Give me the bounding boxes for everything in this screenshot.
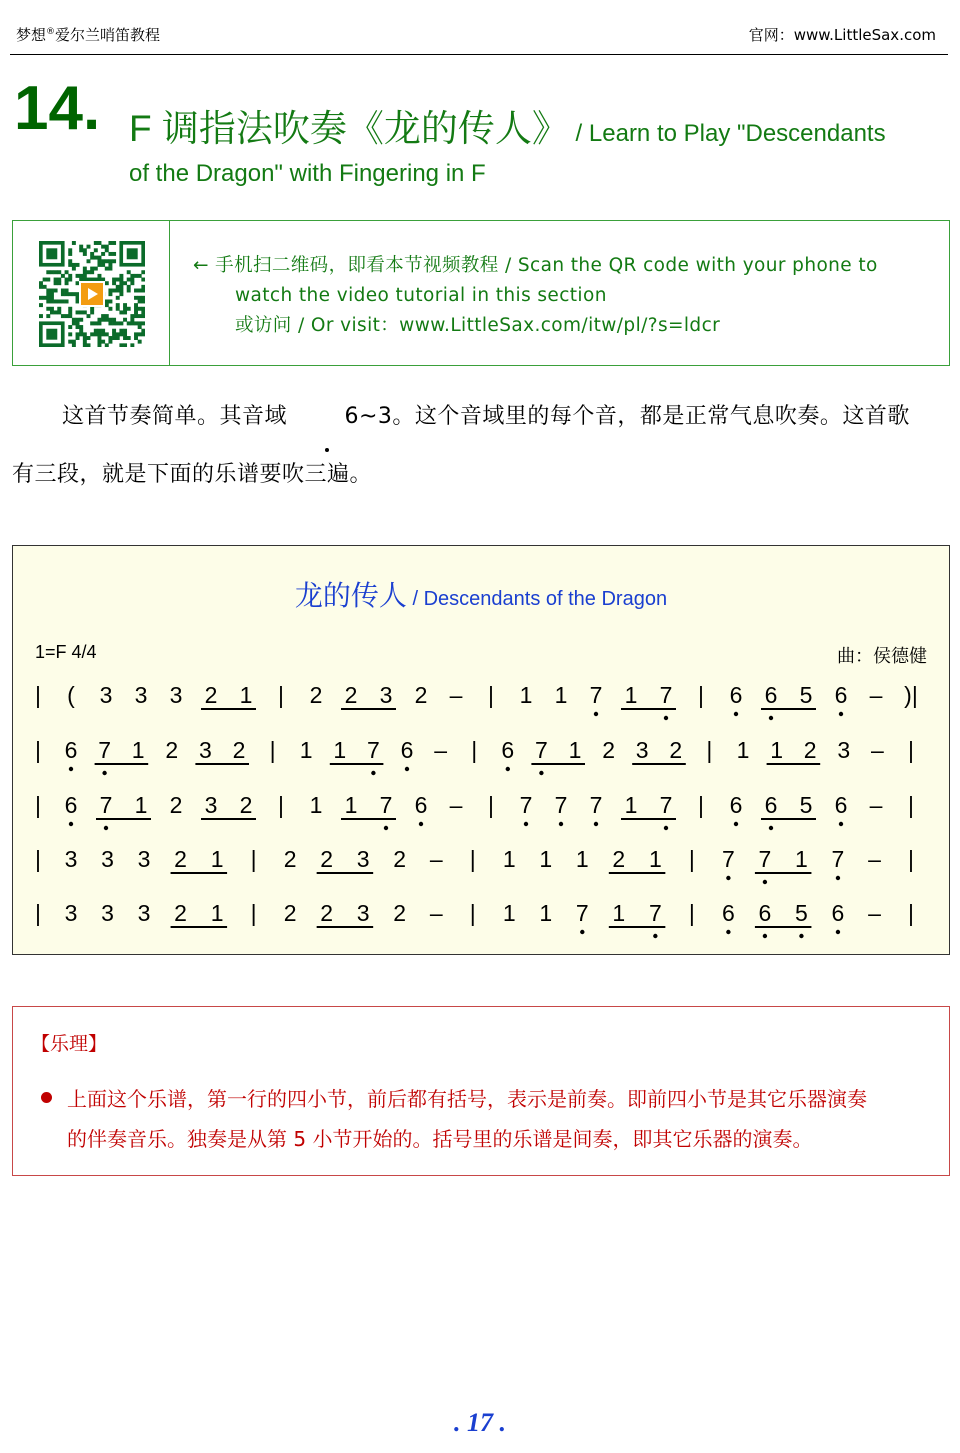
note: 1 (624, 792, 638, 818)
low-octave-dot (594, 822, 598, 826)
note: 7 (535, 737, 548, 763)
barline: | (908, 846, 914, 872)
note: 7 (648, 900, 662, 926)
note: 3 (137, 900, 151, 926)
score-title-zh: 龙的传人 (294, 579, 407, 612)
low-octave-dot (734, 712, 738, 716)
note: 7 (589, 682, 603, 708)
low-octave-dot (836, 930, 840, 934)
note: 6 (729, 682, 743, 708)
dash: – (429, 900, 443, 926)
low-octave-dot (653, 934, 657, 938)
note: 6 (758, 900, 772, 926)
qr-line-3[interactable]: 或访问 / Or visit：www.LittleSax.com/itw/pl/?s=ldcr (235, 315, 721, 336)
intro-line-2: 有三段，就是下面的乐谱要吹三遍。 (12, 462, 373, 487)
note: 2 (669, 737, 683, 763)
note: 3 (64, 900, 78, 926)
note: 1 (568, 737, 582, 763)
barline: | (908, 792, 914, 818)
note: 7 (589, 792, 603, 818)
note: 7 (379, 792, 393, 818)
note: 2 (174, 900, 187, 926)
note: 1 (239, 682, 253, 708)
note: 2 (612, 846, 626, 872)
barline: | (35, 846, 41, 872)
barline: | (698, 682, 704, 708)
note: 2 (204, 682, 218, 708)
low-octave-dot (836, 876, 840, 880)
low-octave-dot (664, 716, 668, 720)
note: 6 (834, 792, 848, 818)
note: 1 (309, 792, 323, 818)
low-octave-dot (405, 767, 409, 771)
note: 1 (299, 737, 313, 763)
barline: | (469, 900, 476, 926)
low-octave-dot (726, 876, 730, 880)
note: 1 (539, 846, 553, 872)
note: 2 (309, 682, 323, 708)
barline: | (688, 900, 695, 926)
note: 7 (519, 792, 533, 818)
score-panel (12, 545, 950, 955)
dash: – (868, 900, 881, 926)
book-title-prefix: 梦想 (16, 26, 47, 44)
note: 6 (729, 792, 743, 818)
barline: | (35, 792, 41, 818)
note: 6 (721, 900, 735, 926)
note: 2 (320, 846, 334, 872)
note: 3 (64, 846, 78, 872)
note: 1 (333, 737, 347, 763)
barline: | (35, 682, 41, 708)
note: 1 (210, 900, 224, 926)
note: 7 (367, 737, 380, 763)
notation (13, 546, 949, 954)
dash: – (868, 846, 881, 872)
lesson-title-en-cont: of the Dragon" with Fingering in F (129, 160, 486, 187)
lesson-number: 14. (14, 74, 101, 143)
barline: | (35, 900, 41, 926)
website-link[interactable]: 官网：www.LittleSax.com (748, 26, 936, 44)
note: 3 (101, 846, 114, 872)
note: 6 (831, 900, 845, 926)
lesson-title-zh: F 调指法吹奏《龙的传人》 (129, 108, 569, 149)
note: 2 (393, 846, 407, 872)
note: 3 (101, 900, 114, 926)
barline: | (908, 737, 914, 763)
note: 1 (612, 900, 626, 926)
note: 7 (831, 846, 845, 872)
note: 2 (320, 900, 334, 926)
low-octave-dot (580, 930, 584, 934)
qr-line-1: ← 手机扫二维码，即看本节视频教程 / Scan the QR code with your phone to (193, 255, 878, 276)
low-octave-dot (524, 822, 528, 826)
low-octave-dot (726, 930, 730, 934)
note: 3 (379, 682, 393, 708)
note: 1 (131, 737, 145, 763)
qr-panel (12, 220, 950, 366)
bullet-icon (41, 1092, 52, 1103)
note: 2 (165, 737, 179, 763)
barline: | (471, 737, 478, 763)
intro-line-1 (12, 388, 942, 446)
note: 1 (770, 737, 783, 763)
qr-line-2: watch the video tutorial in this section (235, 285, 607, 306)
page-number: . 17 . (454, 1408, 506, 1437)
book-title (16, 24, 160, 45)
note: 1 (344, 792, 358, 818)
note: 6 (400, 737, 414, 763)
low-octave-dot (559, 822, 563, 826)
note: )| (904, 682, 918, 708)
note: 1 (648, 846, 662, 872)
note: 7 (721, 846, 735, 872)
low-octave-dot (769, 716, 773, 720)
note: 5 (795, 900, 808, 926)
note: 2 (414, 682, 428, 708)
note: 6 (764, 682, 778, 708)
note: 6 (64, 737, 78, 763)
note: 2 (803, 737, 817, 763)
note: 5 (799, 682, 813, 708)
note: 2 (393, 900, 407, 926)
low-octave-dot (69, 822, 73, 826)
note: 6 (501, 737, 515, 763)
note: 3 (199, 737, 212, 763)
theory-line-2: 的伴奏音乐。独奏是从第 5 小节开始的。括号里的乐谱是间奏，即其它乐器的演奏。 (67, 1127, 813, 1151)
note: 1 (539, 900, 553, 926)
note: 1 (134, 792, 148, 818)
qr-cell (13, 221, 170, 365)
low-octave-dot (839, 822, 843, 826)
registered-mark: ® (46, 27, 56, 37)
theory-heading: 【乐理】 (31, 1033, 108, 1055)
note: 7 (659, 682, 673, 708)
note: 2 (232, 737, 246, 763)
low-octave-dot (506, 767, 510, 771)
low-octave-dot (371, 771, 375, 775)
note: 1 (624, 682, 638, 708)
barline: | (698, 792, 704, 818)
note: 2 (239, 792, 253, 818)
note: 3 (356, 846, 370, 872)
low-octave-dot (594, 712, 598, 716)
note: 6 (64, 792, 78, 818)
low-octave-dot (69, 767, 73, 771)
note: 2 (174, 846, 187, 872)
barline: | (35, 737, 41, 763)
composer: 曲：侯德健 (837, 646, 927, 667)
note: 1 (210, 846, 224, 872)
note: 5 (799, 792, 813, 818)
note: 3 (169, 682, 183, 708)
barline: | (908, 900, 914, 926)
note: 1 (575, 846, 589, 872)
barline: | (688, 846, 695, 872)
note: 7 (758, 846, 772, 872)
note: 7 (659, 792, 673, 818)
low-octave-dot (104, 826, 108, 830)
theory-line-1: 上面这个乐谱，第一行的四小节，前后都有括号，表示是前奏。即前四小节是其它乐器演奏 (67, 1087, 867, 1111)
barline: | (269, 737, 276, 763)
barline: | (278, 682, 284, 708)
score-title-en: / Descendants of the Dragon (406, 588, 668, 610)
note: 1 (502, 846, 516, 872)
low-octave-dot (763, 880, 767, 884)
note: 2 (283, 846, 297, 872)
note: 2 (169, 792, 183, 818)
qr-instructions (193, 251, 943, 341)
key-signature: 1=F 4/4 (35, 642, 97, 662)
note: 2 (283, 900, 297, 926)
book-title-suffix: 爱尔兰哨笛教程 (55, 26, 161, 44)
low-octave-dot (664, 826, 668, 830)
barline: | (278, 792, 284, 818)
low-octave-dot (734, 822, 738, 826)
note: 3 (137, 846, 151, 872)
low-octave-dot (384, 826, 388, 830)
low-octave-dot (839, 712, 843, 716)
lesson-title-en: / Learn to Play "Descendants (568, 120, 886, 147)
note: 6 (834, 682, 848, 708)
note: 2 (602, 737, 615, 763)
note: 7 (98, 737, 111, 763)
note: 3 (356, 900, 370, 926)
note: 1 (502, 900, 516, 926)
note: 1 (554, 682, 568, 708)
note: 6 (414, 792, 428, 818)
note: 7 (99, 792, 113, 818)
barline: | (706, 737, 713, 763)
note: 1 (736, 737, 750, 763)
low-octave-dot (539, 771, 543, 775)
note: 1 (795, 846, 808, 872)
note: 3 (134, 682, 148, 708)
barline: | (469, 846, 476, 872)
note: 7 (554, 792, 568, 818)
intro-text-b: ~3。这个音域里的每个音，都是正常气息吹奏。这首歌 (359, 404, 910, 429)
intro-paragraph (12, 388, 942, 504)
lesson-title (129, 98, 949, 188)
barline: | (250, 900, 257, 926)
note: 2 (344, 682, 358, 708)
low-octave-dot (769, 826, 773, 830)
dash: – (869, 682, 883, 708)
dash: – (449, 682, 463, 708)
low-octave-dot (799, 934, 803, 938)
note: 3 (204, 792, 218, 818)
barline: | (250, 846, 257, 872)
barline: | (488, 682, 494, 708)
header-divider (10, 54, 948, 55)
theory-panel (12, 1006, 950, 1176)
intro-text-a: 这首节奏简单。其音域 (62, 404, 295, 429)
low-octave-dot (102, 771, 106, 775)
low-octave-dot (419, 822, 423, 826)
note: 3 (837, 737, 851, 763)
qr-code-icon[interactable] (39, 241, 145, 347)
note: 3 (635, 737, 649, 763)
note: 3 (99, 682, 113, 708)
note: 6 (764, 792, 778, 818)
low-note: 6 (295, 388, 360, 446)
note: 7 (575, 900, 589, 926)
theory-body (67, 1079, 937, 1159)
dash: – (871, 737, 884, 763)
dash: – (429, 846, 443, 872)
dash: – (434, 737, 447, 763)
note: ( (67, 682, 75, 708)
note: 1 (519, 682, 533, 708)
barline: | (488, 792, 494, 818)
dash: – (449, 792, 463, 818)
low-octave-dot (763, 934, 767, 938)
dash: – (869, 792, 883, 818)
